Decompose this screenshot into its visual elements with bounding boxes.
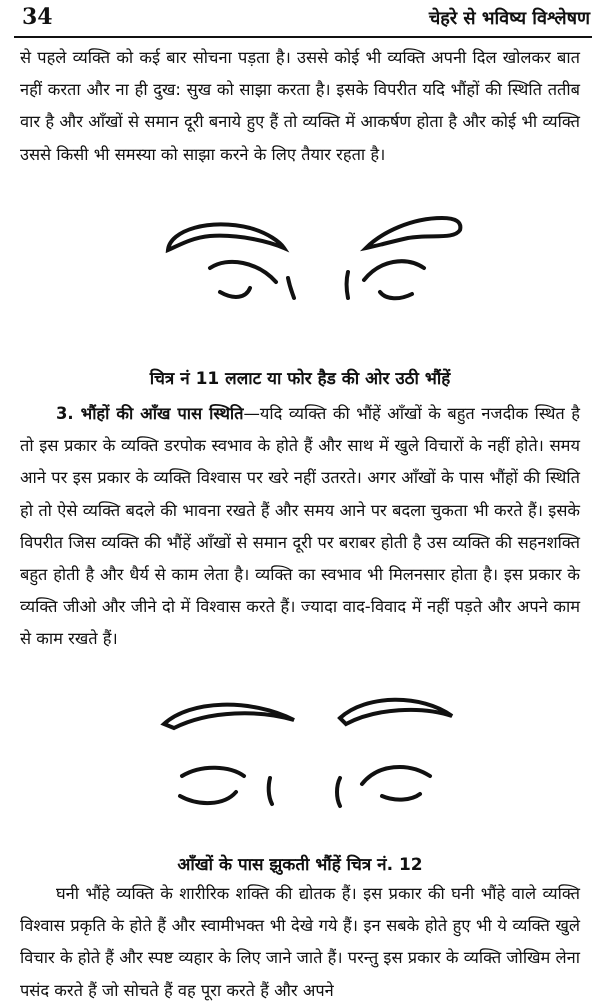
right-eyebrow [366, 218, 460, 248]
right-upper-lid [364, 261, 424, 280]
right-lower-lid [382, 794, 420, 800]
figure-11-raised-eyebrows [150, 200, 470, 320]
left-upper-lid [210, 262, 276, 282]
right-eye-corner [347, 272, 349, 298]
section-3-heading: 3. भौंहों की आँख पास स्थिति [56, 404, 244, 423]
figure-11-caption: चित्र नं 11 ललाट या फोर हैड की ओर उठी भौंहें [149, 369, 451, 389]
right-eye-corner [337, 778, 340, 806]
section-3-text: —यदि व्यक्ति की भौंहें आँखों के बहुत नजदीक स्थित है तो इस प्रकार के व्यक्ति डरपोक स्वभाव के होते हैं और साथ में खुले विचारों के नहीं होते। समय आने पर इस प्रकार के व्यक्ति विश्वास पर खरे नहीं उतरते। अगर आँखों के पास भौंहों की स्थिति हो तो ऐसे व्यक्ति बदले की भावना रखते हैं और समय आने पर बदला चुकता भी करते हैं। इसके विपरीत जिस व्यक्ति की भौंहें आँखों से समान दूरी पर बराबर होती है उस व्यक्ति की सहनशक्ति बहुत होती है और धैर्य से काम लेता है। व्यक्ति का स्वभाव भी मिलनसार होता है। इस प्रकार के व्यक्ति जीओ और जीने दो में विश्वास करते हैं। ज्यादा वाद-विवाद में नहीं पड़ते और अपने काम से काम रखते हैं। [20, 404, 580, 649]
section-3-paragraph [20, 398, 580, 656]
right-eyebrow [340, 700, 452, 724]
figure-12-lowered-eyebrows [140, 680, 460, 820]
left-eye-corner [269, 778, 272, 804]
left-eye-corner [288, 278, 294, 298]
left-lower-lid [220, 288, 250, 297]
running-title: चेहरे से भविष्य विश्लेषण [428, 8, 590, 29]
left-upper-lid [182, 768, 244, 776]
page-number: 34 [22, 4, 53, 30]
page-header [14, 2, 592, 38]
paragraph-4: घनी भौंहे व्यक्ति के शारीरिक शक्ति की द्योतक हैं। इस प्रकार की घनी भौंहे वाले व्यक्ति विश्वास प्रकृति के होते हैं और स्वामीभक्त भी देखे गये हैं। इन सबके होते हुए भी ये व्यक्ति खुले विचार के होते हैं और स्पष्ट व्यहार के लिए जाने जाते हैं। परन्तु इस प्रकार के व्यक्ति जोखिम लेना पसंद करते हैं जो सोचते हैं वह पूरा करते हैं और अपने [20, 884, 580, 1000]
figure-12-caption: आँखों के पास झुकती भौंहें चित्र नं. 12 [177, 855, 423, 875]
left-eyebrow [168, 224, 284, 250]
left-lower-lid [180, 792, 236, 803]
right-lower-lid [380, 292, 412, 298]
left-eyebrow [164, 705, 294, 728]
paragraph-1: से पहले व्यक्ति को कई बार सोचना पड़ता है। उससे कोई भी व्यक्ति अपनी दिल खोलकर बात नहीं करता और ना ही दुख: सुख को साझा करता है। इसके विपरीत यदि भौंहों की स्थिति ततीब वार है और आँखों से समान दूरी बनाये हुए हैं तो व्यक्ति में आकर्षण होता है और कोई भी व्यक्ति उससे किसी भी समस्या को साझा करने के लिए तैयार रहता है। [20, 48, 580, 164]
right-upper-lid [362, 767, 430, 784]
